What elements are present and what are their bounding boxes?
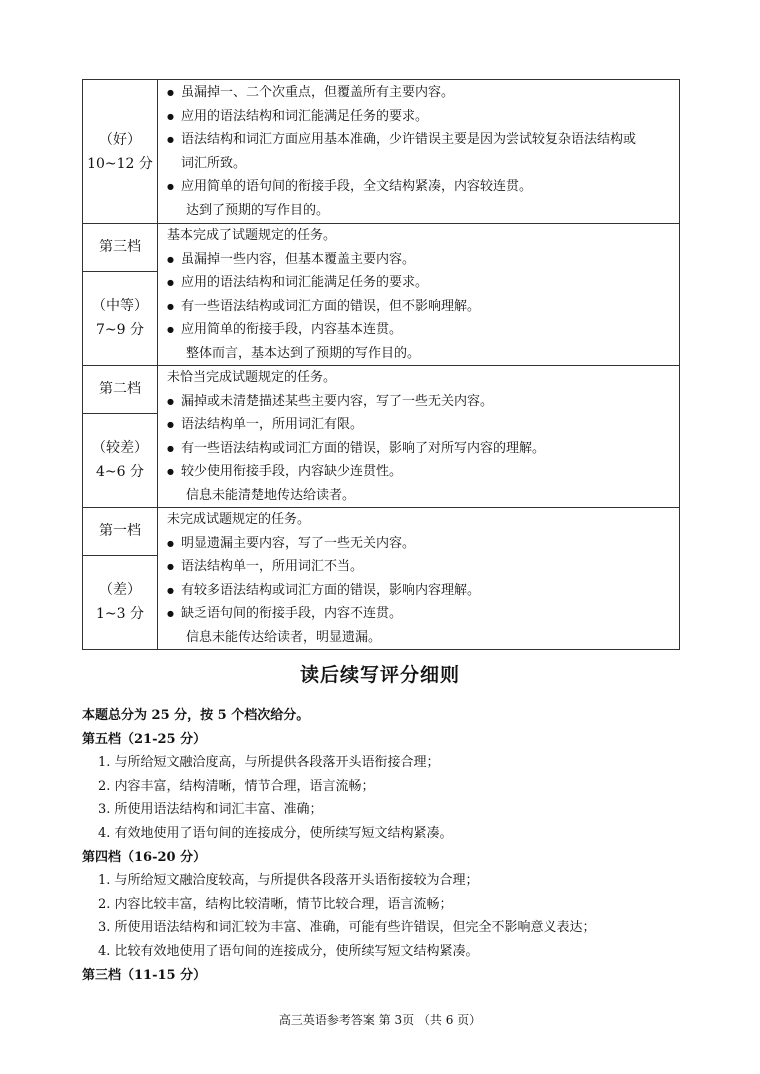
criterion-item: ● 语法结构单一，所用词汇不当。	[167, 555, 675, 579]
level-item: 1. 与所给短文融洽度高，与所提供各段落开头语衔接合理；	[98, 755, 440, 771]
rubric-row-grade3-header	[83, 224, 680, 272]
criterion-summary: 达到了预期的写作目的。	[186, 202, 330, 218]
criterion-item-continued: 词汇所致。	[181, 155, 247, 171]
grade-title: 第一档	[99, 523, 141, 540]
criterion-item: ● 明显遗漏主要内容，写了一些无关内容。	[167, 532, 675, 556]
criterion-item: ● 虽漏掉一、二个次重点，但覆盖所有主要内容。	[167, 81, 675, 105]
band-label: （差）	[99, 582, 141, 599]
criterion-item: ● 应用简单的衔接手段，内容基本连贯。	[167, 318, 675, 342]
grade-desc-cell	[158, 224, 680, 366]
criterion-item: ● 语法结构和词汇方面应用基本准确，少许错误主要是因为尝试较复杂语法结构或	[167, 128, 675, 152]
level-item: 4. 有效地使用了语句间的连接成分，使所续写短文结构紧凑。	[98, 825, 453, 841]
grade-title-cell	[83, 366, 158, 414]
level-item: 1. 与所给短文融洽度较高，与所提供各段落开头语衔接较为合理；	[98, 873, 479, 889]
level-item: 2. 内容比较丰富，结构比较清晰，情节比较合理，语言流畅；	[98, 896, 453, 912]
level-heading: 第三档（11-15 分）	[82, 967, 207, 983]
grade-header-text: 基本完成了试题规定的任务。	[167, 228, 337, 243]
criterion-summary: 信息未能清楚地传达给读者。	[186, 487, 356, 503]
band-cell	[83, 555, 158, 649]
criterion-item: ● 应用的语法结构和词汇能满足任务的要求。	[167, 271, 675, 295]
rubric-row-grade1-header	[83, 508, 680, 556]
page-footer: 高三英语参考答案 第 3页 （共 6 页）	[278, 1013, 482, 1027]
level-item: 4. 比较有效地使用了语句间的连接成分，使所续写短文结构紧凑。	[98, 943, 479, 959]
band-score: 4~6 分	[96, 464, 144, 481]
grade-desc-cell	[158, 508, 680, 650]
rubric-row-grade2-header	[83, 366, 680, 414]
grade-title: 第二档	[99, 381, 141, 398]
band-label: （较差）	[92, 440, 148, 457]
grade-header-text: 未恰当完成试题规定的任务。	[167, 370, 337, 385]
rubric-row-good	[83, 80, 680, 224]
band-cell	[83, 413, 158, 507]
criterion-item: ● 较少使用衔接手段，内容缺少连贯性。	[167, 460, 675, 484]
level-item: 3. 所使用语法结构和词汇较为丰富、准确，可能有些许错误，但完全不影响意义表达；	[98, 920, 596, 936]
criterion-summary: 整体而言，基本达到了预期的写作目的。	[186, 345, 421, 361]
level-item: 3. 所使用语法结构和词汇丰富、准确；	[98, 802, 323, 818]
grade-header-text: 未完成试题规定的任务。	[167, 512, 311, 527]
band-label: （好）	[99, 131, 141, 148]
criterion-item: ● 漏掉或未清楚描述某些主要内容，写了一些无关内容。	[167, 390, 675, 414]
scoring-intro: 本题总分为 25 分，按 5 个档次给分。	[82, 708, 310, 723]
band-score: 7~9 分	[96, 322, 144, 339]
grade-title-cell	[83, 224, 158, 272]
criterion-summary: 信息未能传达给读者，明显遗漏。	[186, 629, 382, 645]
criterion-item: ● 虽漏掉一些内容，但基本覆盖主要内容。	[167, 248, 675, 272]
criterion-item: ● 有较多语法结构或词汇方面的错误，影响内容理解。	[167, 579, 675, 603]
level-heading: 第五档（21-25 分）	[82, 731, 207, 747]
level-item: 2. 内容丰富，结构清晰，情节合理，语言流畅；	[98, 778, 375, 794]
band-cell-good	[83, 80, 158, 224]
band-score: 10~12 分	[87, 155, 153, 172]
criterion-item: ● 有一些语法结构或词汇方面的错误，影响了对所写内容的理解。	[167, 437, 675, 461]
grade-desc-cell	[158, 366, 680, 508]
criterion-item: ● 应用简单的语句间的衔接手段，全文结构紧凑，内容较连贯。	[167, 175, 675, 199]
band-desc-good	[158, 80, 680, 224]
grade-title: 第三档	[99, 239, 141, 256]
band-label: （中等）	[92, 298, 148, 315]
level-heading: 第四档（16-20 分）	[82, 849, 207, 865]
criterion-item: ● 有一些语法结构或词汇方面的错误，但不影响理解。	[167, 295, 675, 319]
rubric-table	[82, 79, 680, 650]
band-score: 1~3 分	[96, 606, 144, 623]
criterion-item: ● 缺乏语句间的衔接手段，内容不连贯。	[167, 602, 675, 626]
criterion-item: ● 应用的语法结构和词汇能满足任务的要求。	[167, 105, 675, 129]
scoring-details	[82, 704, 692, 987]
grade-title-cell	[83, 508, 158, 556]
band-cell	[83, 271, 158, 365]
section-title: 读后续写评分细则	[299, 664, 460, 686]
criterion-item: ● 语法结构单一，所用词汇有限。	[167, 413, 675, 437]
